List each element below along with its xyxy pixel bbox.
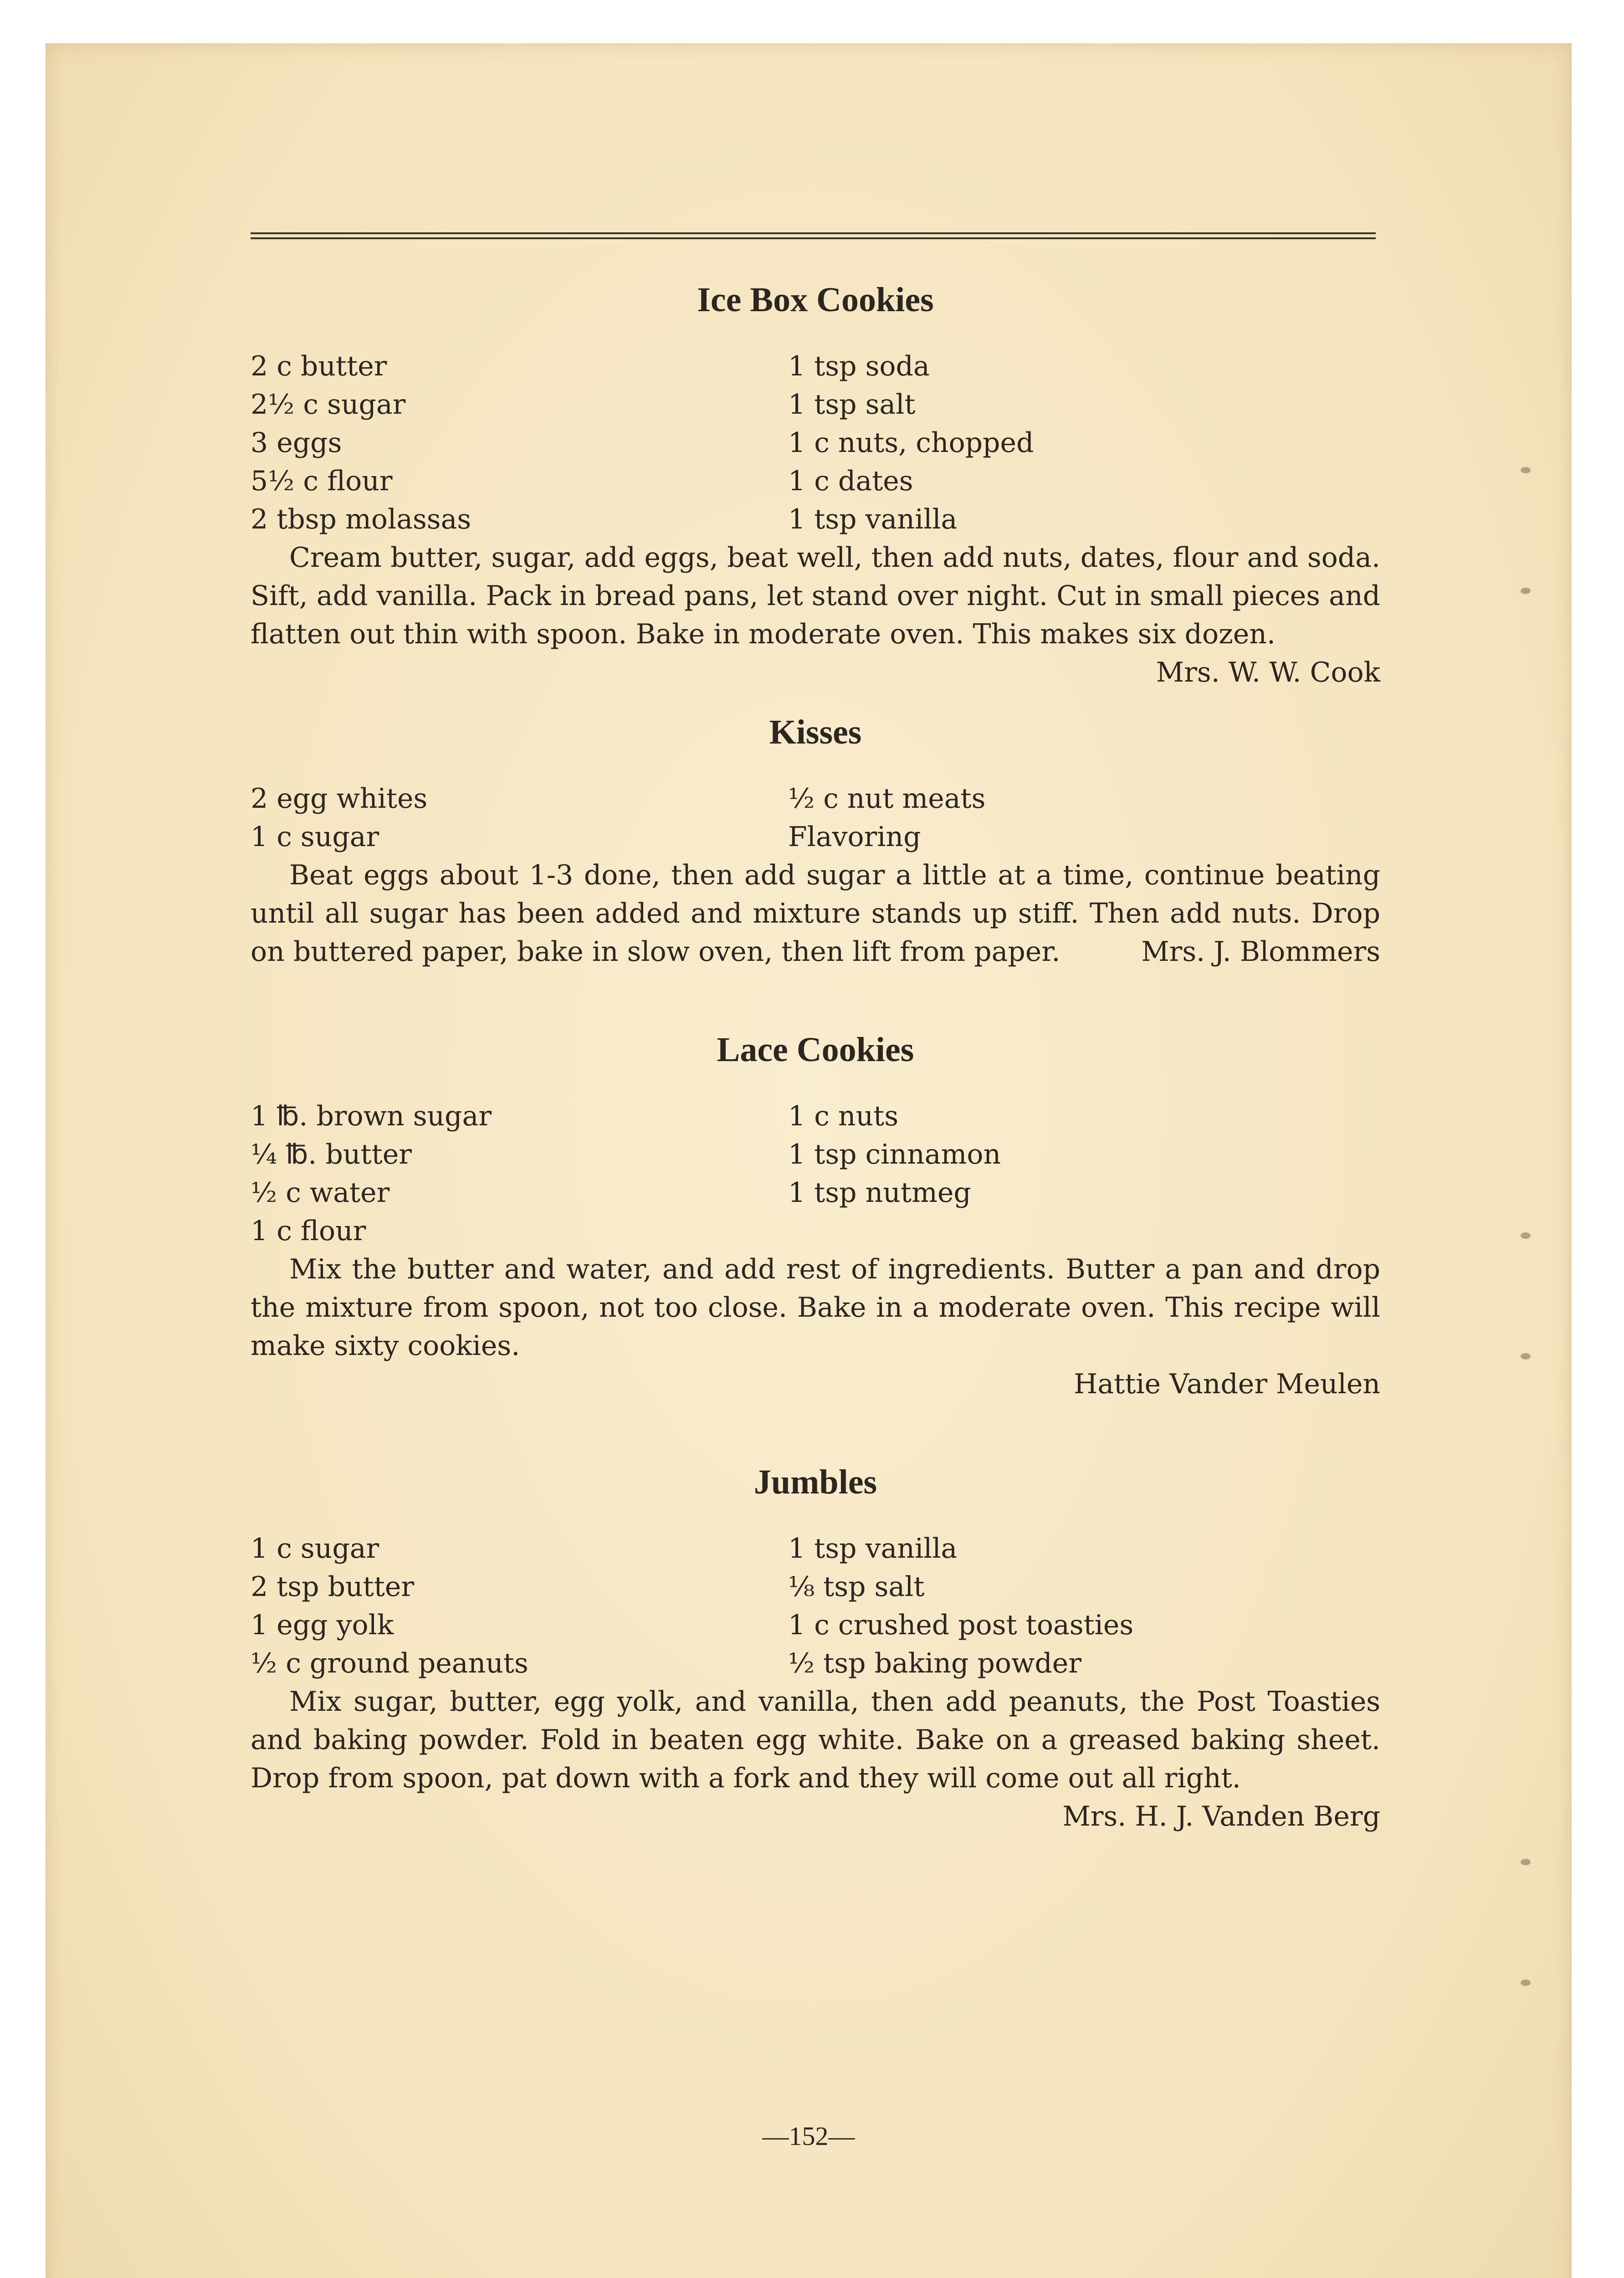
binding-hole <box>1521 1980 1531 1986</box>
binding-hole <box>1521 1232 1531 1239</box>
book-page <box>46 43 1572 2278</box>
recipe-title: Kisses <box>769 713 862 751</box>
ingredient: 2½ c sugar <box>251 389 406 421</box>
ingredient: 1 c sugar <box>251 821 379 853</box>
ingredient: 5½ c flour <box>251 465 393 497</box>
ingredient: 1 tsp cinnamon <box>788 1139 1001 1170</box>
ingredient: 2 tsp butter <box>251 1571 415 1603</box>
ingredient-list <box>251 780 1380 856</box>
ingredient: ½ tsp baking powder <box>788 1647 1081 1679</box>
ingredient: 1 tsp vanilla <box>788 503 958 535</box>
ingredient: 1 c dates <box>788 465 913 497</box>
recipe-author: Hattie Vander Meulen <box>1074 1368 1380 1400</box>
ingredient: 2 tbsp molassas <box>251 503 471 535</box>
recipe-instructions: Mix the butter and water, and add rest of ingredients. Butter a pan and drop the mixture from spoon, not too close. Bake in a moderate oven. This recipe will make sixty cookies. <box>251 1253 1380 1362</box>
ingredient: 1 c sugar <box>251 1533 379 1565</box>
ingredient: ½ c nut meats <box>788 783 986 815</box>
ingredient: 1 tsp nutmeg <box>788 1177 971 1209</box>
ingredient: 1 tsp soda <box>788 350 930 382</box>
ingredient: 1 ℔. brown sugar <box>251 1100 492 1132</box>
recipe-title: Ice Box Cookies <box>697 281 934 319</box>
ingredient: 1 tsp vanilla <box>788 1533 958 1565</box>
binding-hole <box>1521 588 1531 594</box>
ingredient: 2 egg whites <box>251 783 428 815</box>
recipe-lace-cookies <box>251 1030 1380 1403</box>
recipe-title: Lace Cookies <box>717 1031 914 1069</box>
binding-hole <box>1521 1353 1531 1360</box>
ingredient: Flavoring <box>788 821 921 853</box>
binding-hole <box>1521 467 1531 473</box>
ingredient-list <box>251 1529 1380 1683</box>
ingredient: 1 c nuts <box>788 1100 899 1132</box>
recipe-title: Jumbles <box>753 1463 877 1501</box>
ingredient: ¼ ℔. butter <box>251 1139 412 1170</box>
header-double-rule <box>251 232 1376 239</box>
recipe-content <box>251 280 1380 1857</box>
ingredient: 1 egg yolk <box>251 1609 394 1641</box>
recipe-jumbles <box>251 1462 1380 1832</box>
ingredient: 2 c butter <box>251 350 387 382</box>
ingredient: 1 c crushed post toasties <box>788 1609 1134 1641</box>
ingredient: 1 c nuts, chopped <box>788 427 1034 459</box>
recipe-author: Mrs. W. W. Cook <box>1156 657 1380 688</box>
ingredient-list <box>251 347 1380 539</box>
page-number: —152— <box>762 2121 855 2151</box>
ingredient: 1 c flour <box>251 1215 366 1247</box>
ingredient: ½ c water <box>251 1177 390 1209</box>
ingredient: 3 eggs <box>251 427 342 459</box>
recipe-instructions: Mix sugar, butter, egg yolk, and vanilla, then add peanuts, the Post Toasties and baking powder. Fold in beaten egg white. Bake on a greased baking sheet. Drop from spoon, pat down with a fork and they will come out all right. Mrs. H. J. Vanden Berg <box>251 1683 1380 1797</box>
ingredient: 1 tsp salt <box>788 389 916 421</box>
recipe-author: Mrs. J. Blommers <box>1141 936 1380 968</box>
recipe-kisses <box>251 713 1380 971</box>
recipe-ice-box-cookies <box>251 280 1380 688</box>
ingredient-list <box>251 1097 1380 1250</box>
ingredient: ⅛ tsp salt <box>788 1571 925 1603</box>
recipe-instructions: Cream butter, sugar, add eggs, beat well, then add nuts, dates, flour and soda. Sift, add vanilla. Pack in bread pans, let stand over night. Cut in small pieces and flatten out thin with spoon. Bake in moderate oven. This makes six dozen. Mrs. W. W. Cook <box>251 539 1380 653</box>
recipe-author: Mrs. H. J. Vanden Berg <box>1062 1801 1380 1832</box>
binding-hole <box>1521 1859 1531 1865</box>
ingredient: ½ c ground peanuts <box>251 1647 528 1679</box>
recipe-instructions: Beat eggs about 1-3 done, then add sugar a little at a time, continue beating until all sugar has been added and mixture stands up stiff. Then add nuts. Drop on buttered paper, bake in slow oven, then lift from paper. Mrs. J. Blommers <box>251 856 1380 971</box>
